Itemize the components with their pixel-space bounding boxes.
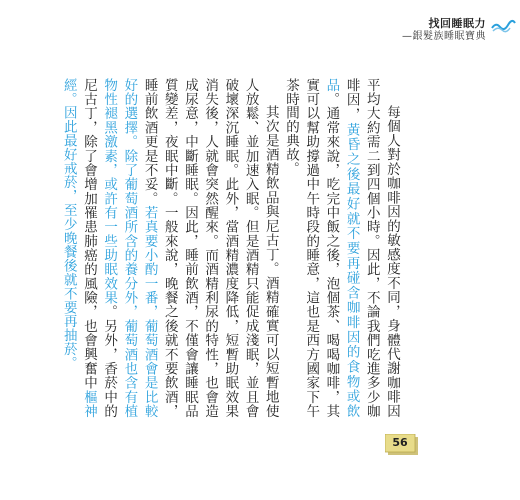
- highlight-wine-advice: 若真要小酌一番，葡萄酒會是比較好的選擇。除了葡萄酒所含的養分外，葡萄酒也含有植物性褪黑激素，或許有一些助眠效果: [101, 78, 158, 418]
- book-title: 找回睡眠力: [428, 17, 486, 30]
- book-subtitle: —銀髮族睡眠寶典: [402, 30, 486, 42]
- running-header: [402, 18, 486, 42]
- blue-wave-icon: [490, 19, 516, 33]
- paragraph-caffeine: 每個人對於咖啡因的敏感度不同，身體代謝咖啡因平均大約需二到四個小時。因此，不論我們吃進多少咖啡因，黃昏之後最好就不要再碰含咖啡因的食物或飲品。通常來說，吃完中飯之後，泡個茶、喝喝咖啡，其實可以幫助撐過中午時段的睡意，這也是西方國家下午茶時間的典故。: [282, 78, 400, 419]
- highlight-smoking-advice: 樞神經。因此最好戒菸，至少晚餐後就不要再抽菸。: [60, 78, 97, 418]
- body-text: [60, 78, 402, 419]
- page-number: 56: [392, 436, 408, 449]
- highlight-caffeine-advice: 黃昏之後最好就不要再碰含咖啡因的食物或飲品: [323, 78, 360, 418]
- page-number-box: [385, 434, 419, 456]
- paragraph-alcohol: 其次是酒精飲品與尼古丁。酒精確實可以短暫地使人放鬆、並加速入眠。但是酒精只能促成淺眠，並且會破壞深沉睡眠。此外，當酒精濃度降低，短暫助眠效果消失後，人就會突然醒來。而酒精利尿的特性，也會造成尿意，中斷睡眠。因此，睡前飲酒，不僅會讓睡眠品質變差，夜眠中斷。一般來說，晚餐之後就不要飲酒，睡前飲酒更是不妥。若真要小酌一番，葡萄酒會是比較好的選擇。除了葡萄酒所含的養分外，葡萄酒也含有植物性褪黑激素，或許有一些助眠效果。另外，香菸中的尼古丁，除了會增加罹患肺癌的風險，也會興奮中樞神經。因此最好戒菸，至少晚餐後就不要再抽菸。: [60, 78, 279, 419]
